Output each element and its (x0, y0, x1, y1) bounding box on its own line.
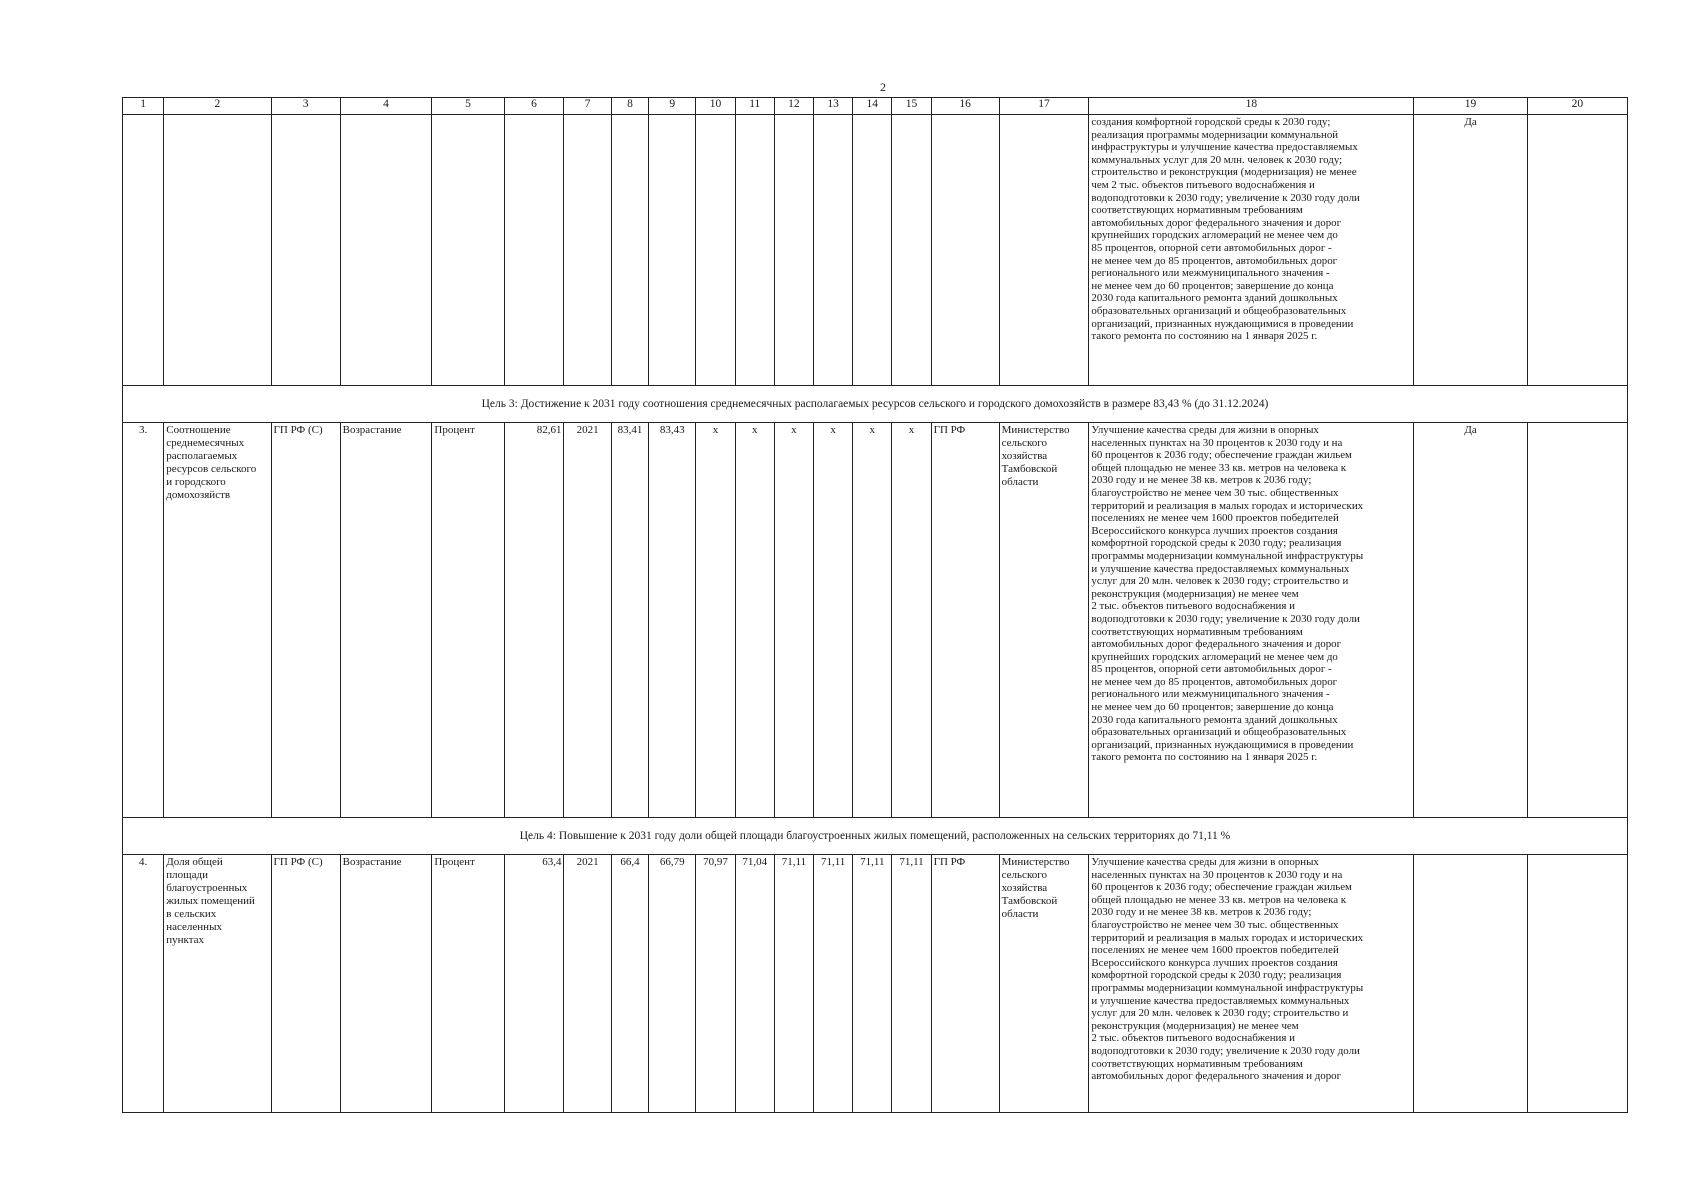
value-cell: 83,43 (649, 423, 696, 818)
value-cell: 83,41 (611, 423, 648, 818)
table-row-3 (123, 423, 1628, 818)
col-header: 17 (999, 98, 1089, 115)
value-cell: 71,11 (774, 855, 813, 1113)
document-cell: ГП РФ (931, 855, 999, 1113)
col-header: 19 (1414, 98, 1527, 115)
col-header: 15 (892, 98, 931, 115)
col-header: 16 (931, 98, 999, 115)
col-header: 2 (164, 98, 271, 115)
value-cell: 70,97 (696, 855, 735, 1113)
base-year: 2021 (564, 855, 611, 1113)
description-cell: Улучшение качества среды для жизни в опорных населенных пунктах на 30 процентов к 2030 году и на 60 процентов к 2036 году; обеспечение граждан жильем общей площадью не менее 33 кв. метров на человека к 2030 году и не менее 38 кв. метров к 2036 году; благоустройство не менее чем 30 тыс. общественных территорий и реализация в малых городах и исторических поселениях не менее чем 1600 проектов победителей Всероссийского конкурса лучших проектов создания комфортной городской среды к 2030 году; реализация программы модернизации коммунальной инфраструктуры и улучшение качества предоставляемых коммунальных услуг для 20 млн. человек к 2030 году; строительство и реконструкция (модернизация) не менее чем 2 тыс. объектов питьевого водоснабжения и водоподготовки к 2030 году; увеличение к 2030 году доли соответствующих нормативным требованиям автомобильных дорог федерального значения и дорог (1089, 855, 1414, 1113)
value-cell: 71,11 (814, 855, 853, 1113)
indicator-level: ГП РФ (С) (271, 423, 340, 818)
col-header: 10 (696, 98, 735, 115)
row-number: 3. (123, 423, 164, 818)
indicator-direction: Возрастание (340, 423, 432, 818)
col-header: 4 (340, 98, 432, 115)
col-header: 5 (432, 98, 504, 115)
description-cell: Улучшение качества среды для жизни в опорных населенных пунктах на 30 процентов к 2030 году и на 60 процентов к 2036 году; обеспечение граждан жильем общей площадью не менее 33 кв. метров на человека к 2030 году и не менее 38 кв. метров к 2036 году; благоустройство не менее чем 30 тыс. общественных территорий и реализация в малых городах и исторических поселениях не менее чем 1600 проектов победителей Всероссийского конкурса лучших проектов создания комфортной городской среды к 2030 году; реализация программы модернизации коммунальной инфраструктуры и улучшение качества предоставляемых коммунальных услуг для 20 млн. человек к 2030 году; строительство и реконструкция (модернизация) не менее чем 2 тыс. объектов питьевого водоснабжения и водоподготовки к 2030 году; увеличение к 2030 году доли соответствующих нормативным требованиям автомобильных дорог федерального значения и дорог крупнейших городских агломераций не менее чем до 85 процентов, опорной сети автомобильных дорог - не менее чем до 85 процентов, автомобильных дорог регионального или межмуниципального значения - не менее чем до 60 процентов; завершение до конца 2030 года капитального ремонта зданий дошкольных образовательных организаций и общеобразовательных организаций, признанных нуждающимися в проведении такого ремонта по состоянию на 1 января 2025 г. (1089, 423, 1414, 818)
row-number: 4. (123, 855, 164, 1113)
indicators-table (122, 97, 1628, 1113)
value-cell: 71,04 (735, 855, 774, 1113)
indicator-unit: Процент (432, 855, 504, 1113)
col-header: 1 (123, 98, 164, 115)
responsible-cell: Министерство сельского хозяйства Тамбовской области (999, 855, 1089, 1113)
value-cell: 66,79 (649, 855, 696, 1113)
col-header: 8 (611, 98, 648, 115)
col-header: 20 (1527, 98, 1627, 115)
value-cell: x (892, 423, 931, 818)
status-cell: Да (1414, 115, 1527, 386)
value-cell: 71,11 (853, 855, 892, 1113)
status-cell: Да (1414, 423, 1527, 818)
base-value: 63,4 (504, 855, 564, 1113)
col-header: 11 (735, 98, 774, 115)
goal-3-heading: Цель 3: Достижение к 2031 году соотношения среднемесячных располагаемых ресурсов сельского и городского домохозяйств в размере 83,43 % (до 31.12.2024) (123, 386, 1628, 423)
responsible-cell: Министерство сельского хозяйства Тамбовской области (999, 423, 1089, 818)
value-cell: x (853, 423, 892, 818)
col-header: 14 (853, 98, 892, 115)
description-cell: создания комфортной городской среды к 2030 году; реализация программы модернизации коммунальной инфраструктуры и улучшение качества предоставляемых коммунальных услуг для 20 млн. человек к 2030 году; строительство и реконструкция (модернизация) не менее чем 2 тыс. объектов питьевого водоснабжения и водоподготовки к 2030 году; увеличение к 2030 году доли соответствующих нормативным требованиям автомобильных дорог федерального значения и дорог крупнейших городских агломераций не менее чем до 85 процентов, опорной сети автомобильных дорог - не менее чем до 85 процентов, автомобильных дорог регионального или межмуниципального значения - не менее чем до 60 процентов; завершение до конца 2030 года капитального ремонта зданий дошкольных образовательных организаций и общеобразовательных организаций, признанных нуждающимися в проведении такого ремонта по состоянию на 1 января 2025 г. (1089, 115, 1414, 386)
indicator-name: Соотношение среднемесячных располагаемых ресурсов сельского и городского домохозяйств (164, 423, 271, 818)
table-row-4 (123, 855, 1628, 1113)
col-header: 18 (1089, 98, 1414, 115)
col-header: 3 (271, 98, 340, 115)
goal-3-row (123, 386, 1628, 423)
value-cell: x (774, 423, 813, 818)
col-header: 12 (774, 98, 813, 115)
col-header: 13 (814, 98, 853, 115)
base-value: 82,61 (504, 423, 564, 818)
goal-4-row (123, 818, 1628, 855)
col-header: 9 (649, 98, 696, 115)
header-row (123, 98, 1628, 115)
value-cell: x (735, 423, 774, 818)
col-header: 7 (564, 98, 611, 115)
value-cell: x (696, 423, 735, 818)
indicator-name: Доля общей площади благоустроенных жилых помещений в сельских населенных пунктах (164, 855, 271, 1113)
indicator-unit: Процент (432, 423, 504, 818)
goal-4-heading: Цель 4: Повышение к 2031 году доли общей площади благоустроенных жилых помещений, расположенных на сельских территориях до 71,11 % (123, 818, 1628, 855)
page-number: 2 (880, 80, 886, 94)
value-cell: 71,11 (892, 855, 931, 1113)
indicator-direction: Возрастание (340, 855, 432, 1113)
base-year: 2021 (564, 423, 611, 818)
col-header: 6 (504, 98, 564, 115)
value-cell: 66,4 (611, 855, 648, 1113)
table-row-continued (123, 115, 1628, 386)
indicator-level: ГП РФ (С) (271, 855, 340, 1113)
document-cell: ГП РФ (931, 423, 999, 818)
value-cell: x (814, 423, 853, 818)
